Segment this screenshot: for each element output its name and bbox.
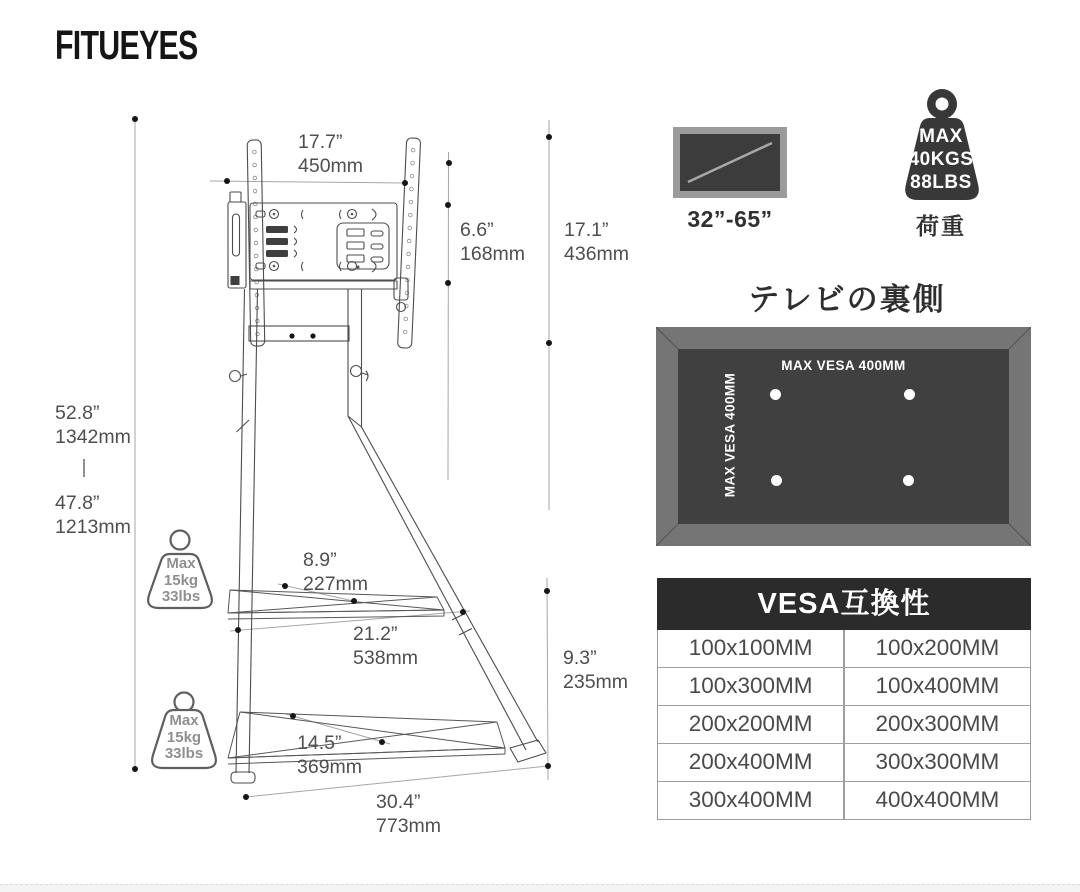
max-vesa-vertical-label: MAX VESA 400MM bbox=[722, 372, 738, 498]
vesa-size-cell: 100x200MM bbox=[845, 630, 1030, 667]
dim-bracket-height bbox=[564, 219, 629, 266]
shelf-load-label-top bbox=[146, 556, 216, 606]
dim-bottom-shelf-depth bbox=[297, 732, 362, 779]
vesa-hole-top-left bbox=[770, 389, 781, 400]
mount-plate bbox=[250, 203, 408, 312]
dim-bracket-height-mm: 436mm bbox=[564, 242, 630, 265]
vesa-size-cell: 100x400MM bbox=[845, 668, 1030, 705]
dim-bottom-shelf-depth-mm: 369mm bbox=[297, 755, 363, 778]
vesa-hole-bottom-left bbox=[771, 475, 782, 486]
vesa-hole-top-right bbox=[904, 389, 915, 400]
max-vesa-horizontal-label: MAX VESA 400MM bbox=[781, 358, 906, 373]
vesa-hole-bottom-right bbox=[903, 475, 914, 486]
shelf-load-top-line1: Max bbox=[166, 555, 196, 572]
shelf-load-top-line3: 33lbs bbox=[161, 588, 201, 605]
dim-bracket-width-mm: 450mm bbox=[298, 154, 364, 177]
dim-top-shelf-depth-mm: 227mm bbox=[303, 572, 369, 595]
shelf-load-label-bottom bbox=[149, 713, 219, 763]
dim-mount-depth-mm: 168mm bbox=[460, 242, 526, 265]
dim-shelf-gap-inch: 9.3” bbox=[563, 647, 597, 669]
dim-height-max-inch: 52.8” bbox=[55, 402, 100, 424]
brand-logo-part1: FITU bbox=[55, 22, 120, 68]
dim-bottom-shelf-depth-inch: 14.5” bbox=[297, 732, 342, 754]
dim-base-width bbox=[376, 791, 441, 838]
height-range-dash bbox=[83, 459, 85, 477]
dim-height-max bbox=[55, 402, 131, 449]
vesa-size-cell: 100x300MM bbox=[658, 668, 843, 705]
dim-height-max-mm: 1342mm bbox=[55, 425, 131, 448]
dim-top-shelf-width-mm: 538mm bbox=[353, 646, 419, 669]
dim-height-min-inch: 47.8” bbox=[55, 492, 100, 514]
shelf-load-bottom-line3: 33lbs bbox=[164, 745, 204, 762]
dim-bracket-width bbox=[298, 131, 363, 178]
tv-back-title: テレビの裏側 bbox=[748, 282, 946, 317]
vesa-size-cell: 200x200MM bbox=[658, 706, 843, 743]
dim-bracket-height-inch: 17.1” bbox=[564, 219, 609, 241]
page-bottom-edge bbox=[0, 884, 1080, 892]
dim-top-shelf-depth-inch: 8.9” bbox=[303, 549, 337, 571]
tv-back-panel bbox=[656, 327, 1031, 546]
dim-height-min bbox=[55, 492, 131, 539]
dim-base-width-mm: 773mm bbox=[376, 814, 442, 837]
brand-logo bbox=[55, 24, 197, 66]
screen-diagonal-icon bbox=[680, 134, 780, 191]
max-load-line1: MAX bbox=[919, 126, 963, 147]
left-bracket-plate bbox=[228, 192, 246, 288]
vesa-size-cell: 300x400MM bbox=[658, 782, 843, 819]
dim-top-shelf-width bbox=[353, 623, 418, 670]
vesa-compatibility-table bbox=[657, 578, 1031, 820]
shelf-load-bottom-line1: Max bbox=[169, 712, 199, 729]
dim-base-width-inch: 30.4” bbox=[376, 791, 421, 813]
vesa-size-cell: 100x100MM bbox=[658, 630, 843, 667]
dim-bracket-width-inch: 17.7” bbox=[298, 131, 343, 153]
vesa-size-cell: 200x400MM bbox=[658, 744, 843, 781]
max-load-caption: 荷重 bbox=[916, 213, 966, 239]
front-post bbox=[230, 289, 258, 783]
screen-size-range: 32”-65” bbox=[687, 206, 773, 232]
max-load-line2: 40KGS bbox=[908, 149, 974, 170]
shelf-load-top-line2: 15kg bbox=[163, 571, 199, 589]
vesa-size-cell: 400x400MM bbox=[845, 782, 1030, 819]
lower-shelf bbox=[228, 712, 505, 764]
dim-shelf-gap-mm: 235mm bbox=[563, 670, 629, 693]
max-load-line3: 88LBS bbox=[910, 172, 972, 193]
dim-mount-depth bbox=[460, 219, 525, 266]
dim-mount-depth-inch: 6.6” bbox=[460, 219, 494, 241]
brand-logo-part2: EYES bbox=[119, 22, 198, 68]
rear-leg bbox=[348, 289, 546, 762]
right-vesa-rail bbox=[398, 138, 421, 348]
dim-shelf-gap bbox=[563, 647, 628, 694]
dim-height-min-mm: 1213mm bbox=[55, 515, 131, 538]
screen-size-icon bbox=[673, 127, 787, 198]
dim-top-shelf-depth bbox=[303, 549, 368, 596]
vesa-table-title: VESA互換性 bbox=[657, 578, 1031, 630]
max-load-text bbox=[886, 125, 996, 194]
vesa-size-cell: 200x300MM bbox=[845, 706, 1030, 743]
vesa-size-cell: 300x300MM bbox=[845, 744, 1030, 781]
shelf-load-bottom-line2: 15kg bbox=[166, 728, 202, 746]
dim-top-shelf-width-inch: 21.2” bbox=[353, 623, 398, 645]
vesa-table-grid bbox=[657, 630, 1031, 820]
